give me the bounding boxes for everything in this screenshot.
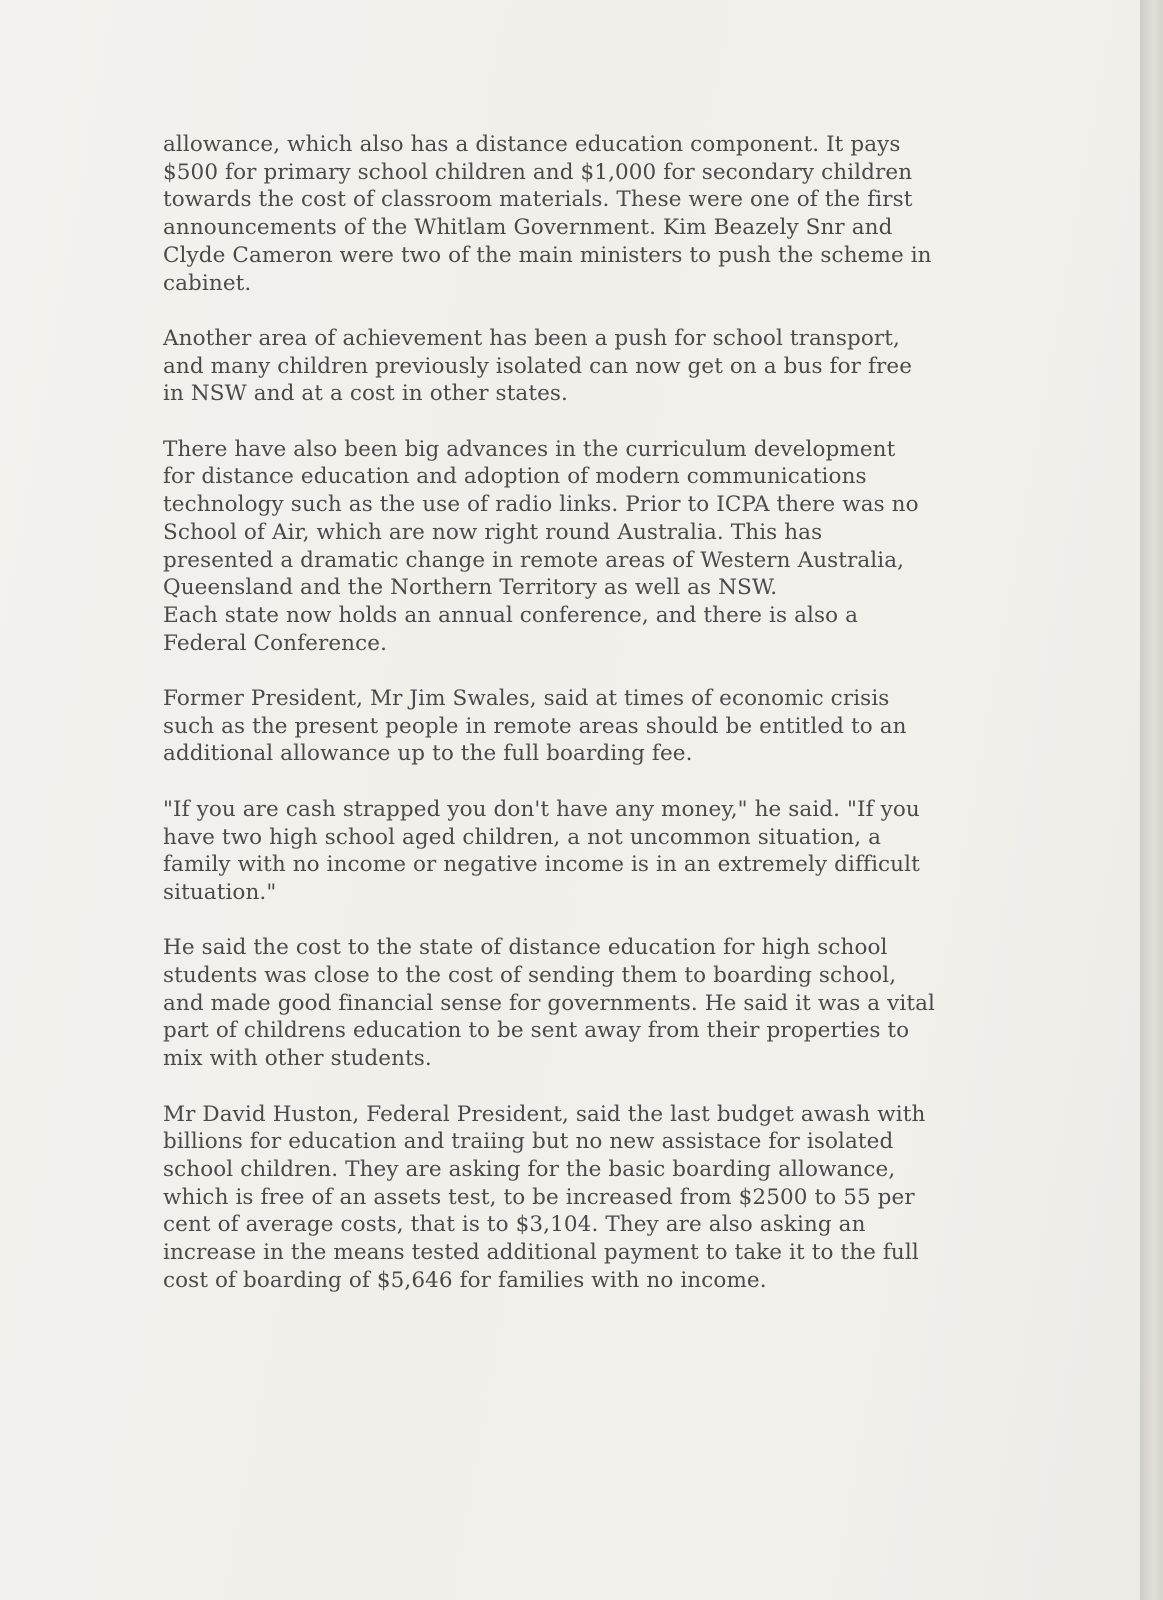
text-line: Queensland and the Northern Territory as well as NSW. (163, 575, 778, 601)
text-line: $500 for primary school children and $1,000 for secondary children (163, 159, 913, 185)
text-line: have two high school aged children, a not uncommon situation, a (163, 824, 882, 850)
text-line: There have also been big advances in the curriculum development (163, 436, 896, 462)
text-line: cost of boarding of $5,646 for families with no income. (163, 1267, 767, 1293)
paragraph-5 (163, 796, 993, 907)
text-line: and many children previously isolated can now get on a bus for free (163, 353, 913, 379)
paragraph-6 (163, 934, 993, 1073)
text-line: "If you are cash strapped you don't have any money," he said. "If you (163, 796, 920, 822)
text-line: increase in the means tested additional payment to take it to the full (163, 1240, 919, 1266)
text-line: students was close to the cost of sending them to boarding school, (163, 963, 897, 989)
paragraph-3 (163, 436, 993, 658)
text-line: additional allowance up to the full boarding fee. (163, 741, 693, 767)
text-line: allowance, which also has a distance education component. It pays (163, 132, 901, 157)
text-line: Clyde Cameron were two of the main ministers to push the scheme in (163, 242, 932, 268)
text-line: which is free of an assets test, to be increased from $2500 to 55 per (163, 1184, 915, 1210)
paragraph-2 (163, 325, 993, 408)
text-line: part of childrens education to be sent away from their properties to (163, 1018, 910, 1044)
text-line: family with no income or negative income is in an extremely difficult (163, 852, 920, 878)
document-body (163, 131, 993, 1322)
text-line: Another area of achievement has been a push for school transport, (163, 325, 900, 351)
paragraph-7 (163, 1101, 993, 1295)
text-line: technology such as the use of radio links. Prior to ICPA there was no (163, 492, 919, 518)
text-line: school children. They are asking for the basic boarding allowance, (163, 1156, 896, 1182)
paragraph-1 (163, 131, 993, 297)
text-line: billions for education and traiing but no new assistace for isolated (163, 1129, 894, 1155)
text-line: and made good financial sense for governments. He said it was a vital (163, 990, 936, 1016)
paragraph-4 (163, 685, 993, 768)
text-line: School of Air, which are now right round Australia. This has (163, 519, 823, 545)
text-line: announcements of the Whitlam Government. Kim Beazely Snr and (163, 215, 893, 241)
text-line: such as the present people in remote areas should be entitled to an (163, 713, 907, 739)
text-line: Federal Conference. (163, 630, 388, 656)
text-line: towards the cost of classroom materials. These were one of the first (163, 187, 913, 213)
text-line: Mr David Huston, Federal President, said the last budget awash with (163, 1101, 926, 1127)
text-line: He said the cost to the state of distance education for high school (163, 935, 888, 961)
text-line: in NSW and at a cost in other states. (163, 381, 568, 407)
text-line: Each state now holds an annual conference, and there is also a (163, 602, 859, 628)
text-line: presented a dramatic change in remote areas of Western Australia, (163, 547, 905, 573)
page-edge-shadow (1140, 0, 1163, 1600)
text-line: cabinet. (163, 270, 252, 296)
text-line: cent of average costs, that is to $3,104. They are also asking an (163, 1212, 866, 1238)
text-line: for distance education and adoption of modern communications (163, 464, 867, 490)
text-line: situation." (163, 879, 277, 905)
text-line: Former President, Mr Jim Swales, said at times of economic crisis (163, 686, 890, 712)
text-line: mix with other students. (163, 1046, 432, 1072)
